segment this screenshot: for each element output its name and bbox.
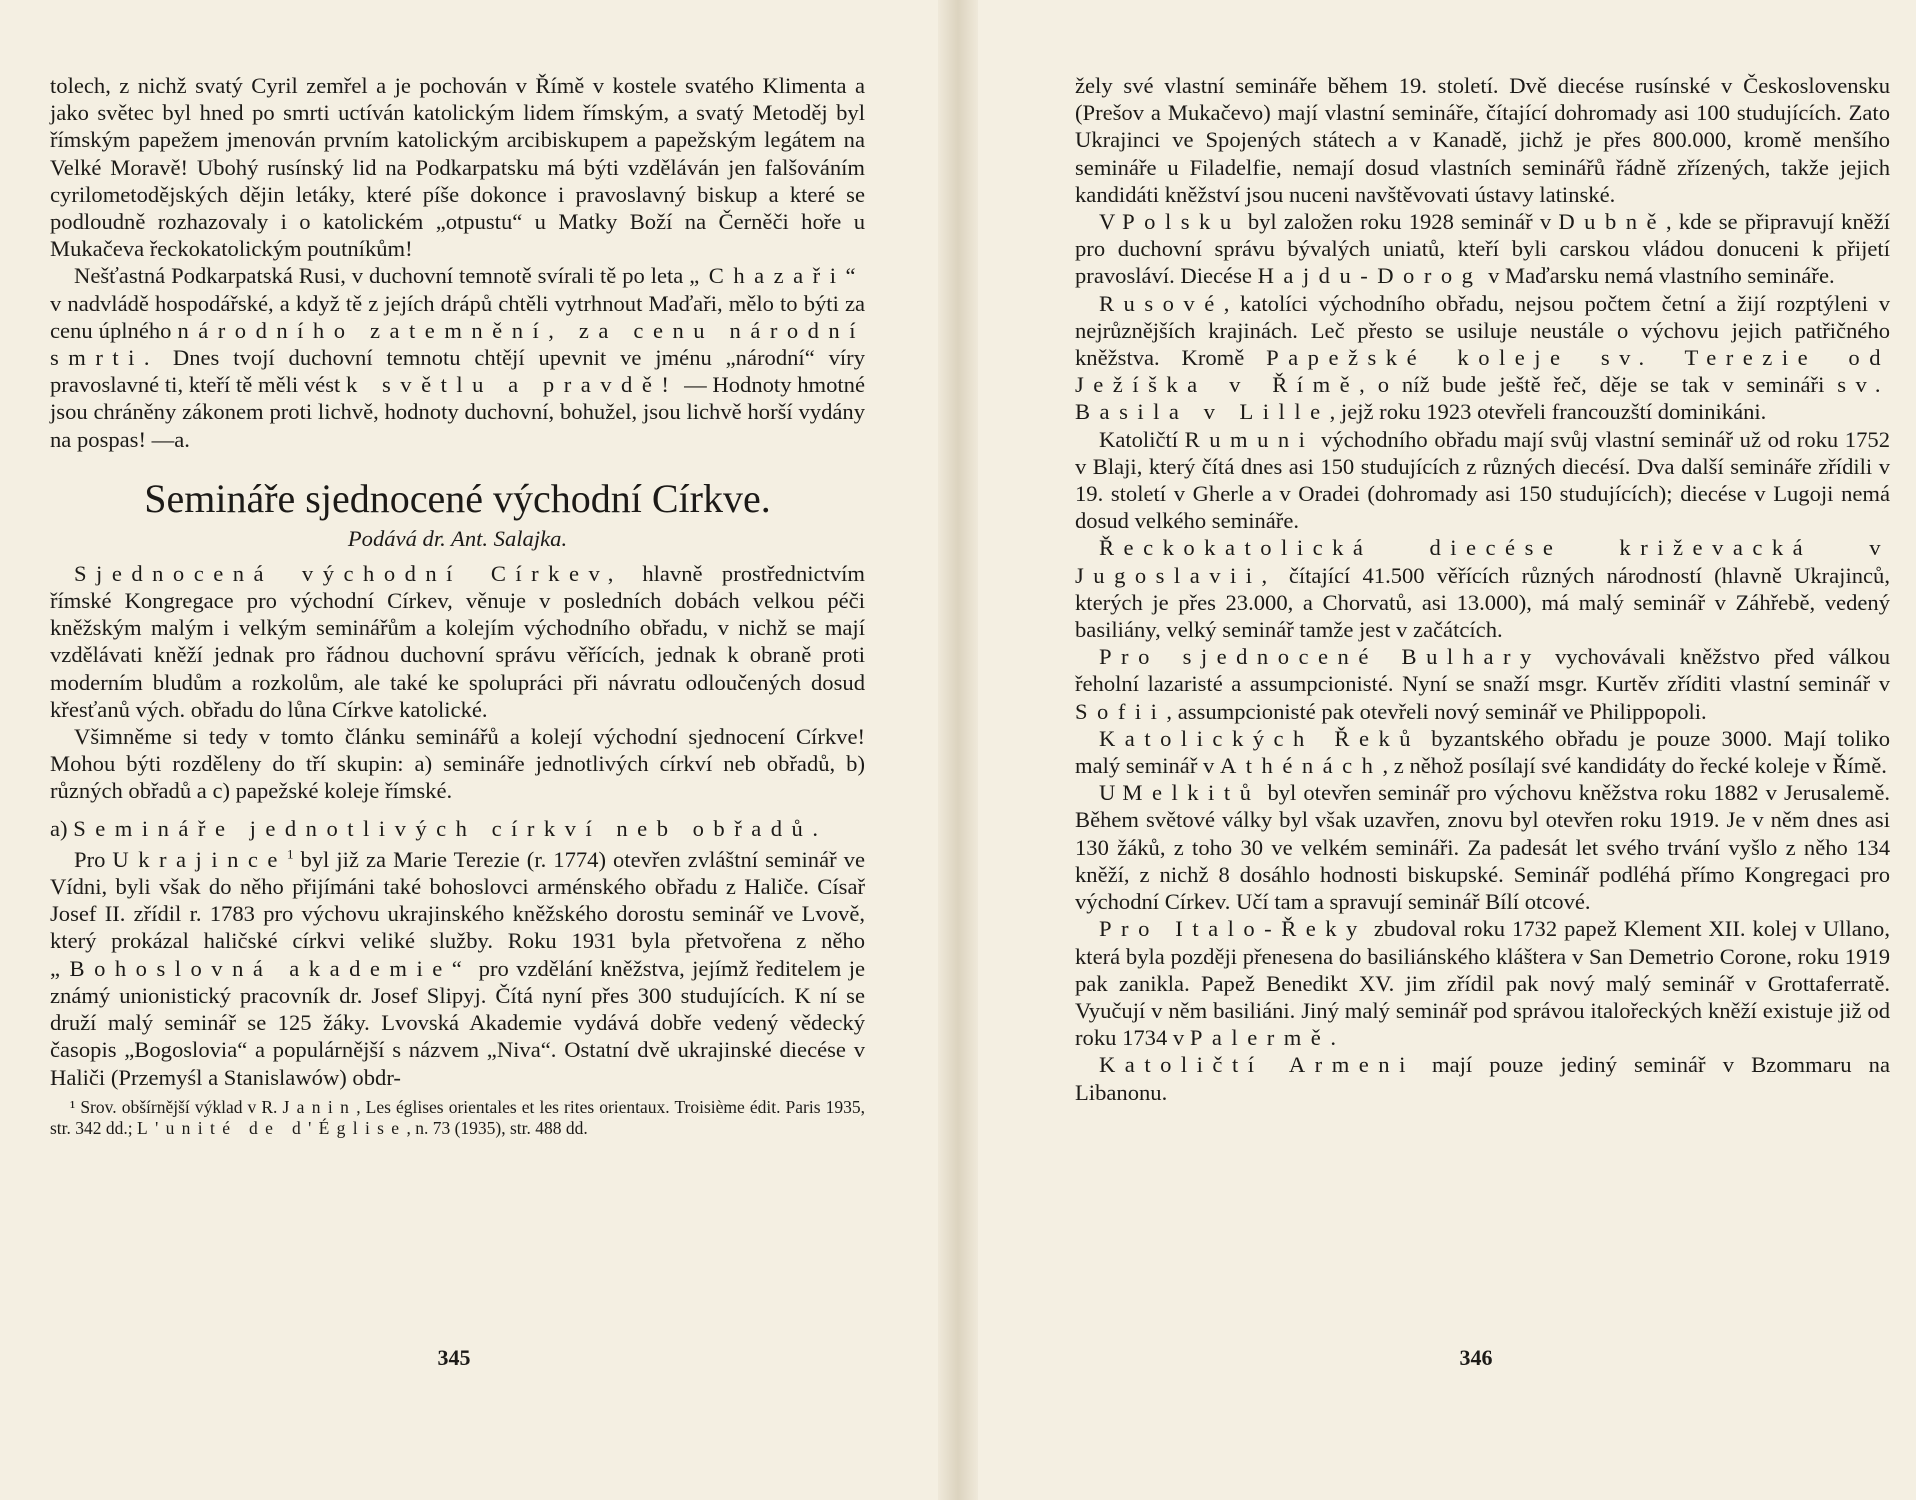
article-title: Semináře sjednocené východní Církve.: [144, 475, 771, 521]
paragraph: Katoličtí Rumuni východního obřadu mají svůj vlastní seminář už od roku 1752 v Blaji, který čítá dnes asi 150 studujících z různých diecésí. Dva další semináře zřídili v 19. století v Gherle a v Oradei (dohromady asi 150 studujících); diecése v Lugoji nemá dosud velkého semináře.: [1075, 426, 1890, 534]
paragraph: tolech, z nichž svatý Cyril zemřel a je pochován v Římě v kostele svatého Klimenta a jako světec byl hned po smrti uctíván katolickým lidem římským, a svatý Metoděj byl římským papežem jmenován prvním katolickým arcibiskupem a papežským legátem na Velké Moravě! Ubohý rusínský lid na Podkarpatsku má býti vzděláván jen falšováním cyrilometodějských dějin letáky, které píše dokonce i pravoslavný biskup a které se podloudně rozhazovaly i o katolickém „otpustu“ u Matky Boží na Černěči hoře u Mukačeva řeckokatolickým poutníkům!: [50, 73, 865, 262]
paragraph: žely své vlastní semináře během 19. století. Dvě diecése rusínské v Československu (Prešov a Mukačevo) mají vlastní semináře, čítající dohromady asi 100 studujících. Zato Ukrajinci ve Spojených státech a v Kanadě, jichž je přes 800.000, kromě menšího semináře u Filadelfie, nemají dosud vlastních seminářů řádně zřízených, takže jejich kandidáti kněžství jsou nuceni navštěvovati ústavy latinské.: [1075, 73, 1890, 207]
paragraph: Řeckokatolická diecése križevacká v Jugoslavii, čítající 41.500 věřících různých národností (hlavně Ukrajinců, kterých je přes 23.000, a Chorvatů, asi 13.000), má malý seminář v Záhřebě, vedený basiliány, velký seminář tamže jest v začátcích.: [1075, 535, 1890, 643]
paragraph: Pro Italo-Řeky zbudoval roku 1732 papež Klement XII. kolej v Ullano, která byla později přenesena do basiliánského kláštera v San Demetrio Corone, roku 1919 pak zanikla. Papež Benedikt XV. jim zřídil pak nový malý seminář v Grottaferratě. Vyučují v něm basiliáni. Jiný malý seminář pod správou italořeckých kněží existuje již od roku 1734 v Palermě.: [1075, 916, 1890, 1051]
paragraph: U Melkitů byl otevřen seminář pro výchovu kněžstva roku 1882 v Jerusalemě. Během světové války byl však uzavřen, znovu byl otevřen roku 1919. Je v něm dnes asi 130 žáků, z toho 30 ve velkém semináři. Za padesát let svého trvání vyšlo z něho 134 kněží, z nichž 8 dosáhlo hodnosti biskupské. Seminář podléhá přímo Kongregaci pro východní Církev. Učí tam a spravují seminář Bílí otcové.: [1075, 780, 1891, 915]
paragraph: Katoličtí Armeni mají pouze jediný seminář v Bzommaru na Libanonu.: [1075, 1052, 1890, 1105]
paragraph: Nešťastná Podkarpatská Rusi, v duchovní temnotě svírali tě po leta „Chazaři“ v nadvládě hospodářské, a když tě z jejích drápů chtěli vytrhnout Maďaři, mělo to býti za cenu úplného národního zatemnění, za cenu národní smrti. Dnes tvojí duchovní temnotu chtějí upevnit ve jménu „národní“ víry pravoslavné ti, kteří tě měli vést k světlu a pravdě! — Hodnoty hmotné jsou chráněny zákonem proti lichvě, hodnoty duchovní, bohužel, jsou lichvě horší vydány na pospas! —a.: [50, 263, 865, 452]
page-number: 346: [1459, 1345, 1493, 1370]
paragraph: Pro sjednocené Bulhary vychovávali kněžstvo před válkou řeholní lazaristé a assumpcionisté. Nyní se snaží msgr. Kurtěv zříditi vlastní seminář v Sofii, assumpcionisté pak otevřeli nový seminář ve Philippopoli.: [1075, 644, 1891, 724]
section-heading: a) Semináře jednotlivých církví neb obřadů.: [50, 815, 828, 841]
footnote-marker: 1: [286, 846, 294, 862]
paragraph: V Polsku byl založen roku 1928 seminář v Dubně, kde se připravují kněží pro duchovní správu bývalých uniatů, kteří byli carskou vládou donuceni k přijetí pravosláví. Diecése Hajdu-Dorog v Maďarsku nemá vlastního semináře.: [1075, 209, 1890, 289]
paragraph: Všimněme si tedy v tomto článku seminářů a kolejí východní sjednocení Církve! Mohou býti rozděleny do tří skupin: a) semináře jednotlivých církví neb obřadů, b) různých obřadů a c) papežské koleje římské.: [50, 724, 865, 804]
book-gutter: [938, 0, 978, 1500]
right-page: [1075, 72, 1890, 1106]
paragraph: Pro Ukrajince$^1$ byl již za Marie Terezie (r. 1774) otevřen zvláštní seminář ve Vídni, byli však do něho přijímáni také bohoslovci arménského obřadu z Haliče. Císař Josef II. zřídil r. 1783 pro výchovu ukrajinského kněžského dorostu seminář ve Lvově, který prokázal haličské církvi veliké služby. Roku 1931 byla přetvořena z něho „Bohoslovná akademie“ pro vzdělání kněžstva, jejímž ředitelem je známý unionistický pracovník dr. Josef Slipyj. Čítá nyní přes 300 studujících. K ní se druží malý seminář se 125 žáky. Lvovská Akademie vydává dobře vedený vědecký časopis „Bogoslovia“ a populárnější s názvem „Niva“. Ostatní dvě ukrajinské diecése v Haliči (Przemyśl a Stanislawów) obdr-: [50, 846, 865, 1090]
left-page: [50, 72, 865, 1140]
footnote: ¹ Srov. obšírnější výklad v R. Janin, Les églises orientales et les rites orientaux. Troisième édit. Paris 1935, str. 342 dd.; L'unité de d'Église, n. 73 (1935), str. 488 dd.: [50, 1096, 865, 1139]
page-number: 345: [437, 1345, 471, 1370]
paragraph: Sjednocená východní Církev, hlavně prostřednictvím římské Kongregace pro východní Církev, věnuje v posledních dobách velkou péči kněžským malým i velkým seminářům a kolejím východního obřadu, v nichž se mají vzdělávati kněží jednak pro řádnou duchovní správu věřících, jednak k obraně proti moderním bludům a rozkolům, ale také ke spolupráci při návratu odloučených dosud křesťanů vých. obřadu do lůna Církve katolické.: [50, 560, 865, 722]
paragraph: Rusové, katolíci východního obřadu, nejsou počtem četní a žijí rozptýleni v nejrůznějších krajinách. Leč přesto se usiluje neustále o výchovu jejich patřičného kněžstva. Kromě Papežské koleje sv. Terezie od Ježíška v Římě, o níž bude ještě řeč, děje se tak v semináři sv. Basila v Lille, jejž roku 1923 otevřeli francouzští dominikáni.: [1075, 290, 1891, 425]
paragraph: Katolických Řeků byzantského obřadu je pouze 3000. Mají toliko malý seminář v Athénách, z něhož posílají své kandidáty do řecké koleje v Římě.: [1075, 725, 1890, 779]
article-byline: Podává dr. Ant. Salajka.: [347, 525, 568, 551]
